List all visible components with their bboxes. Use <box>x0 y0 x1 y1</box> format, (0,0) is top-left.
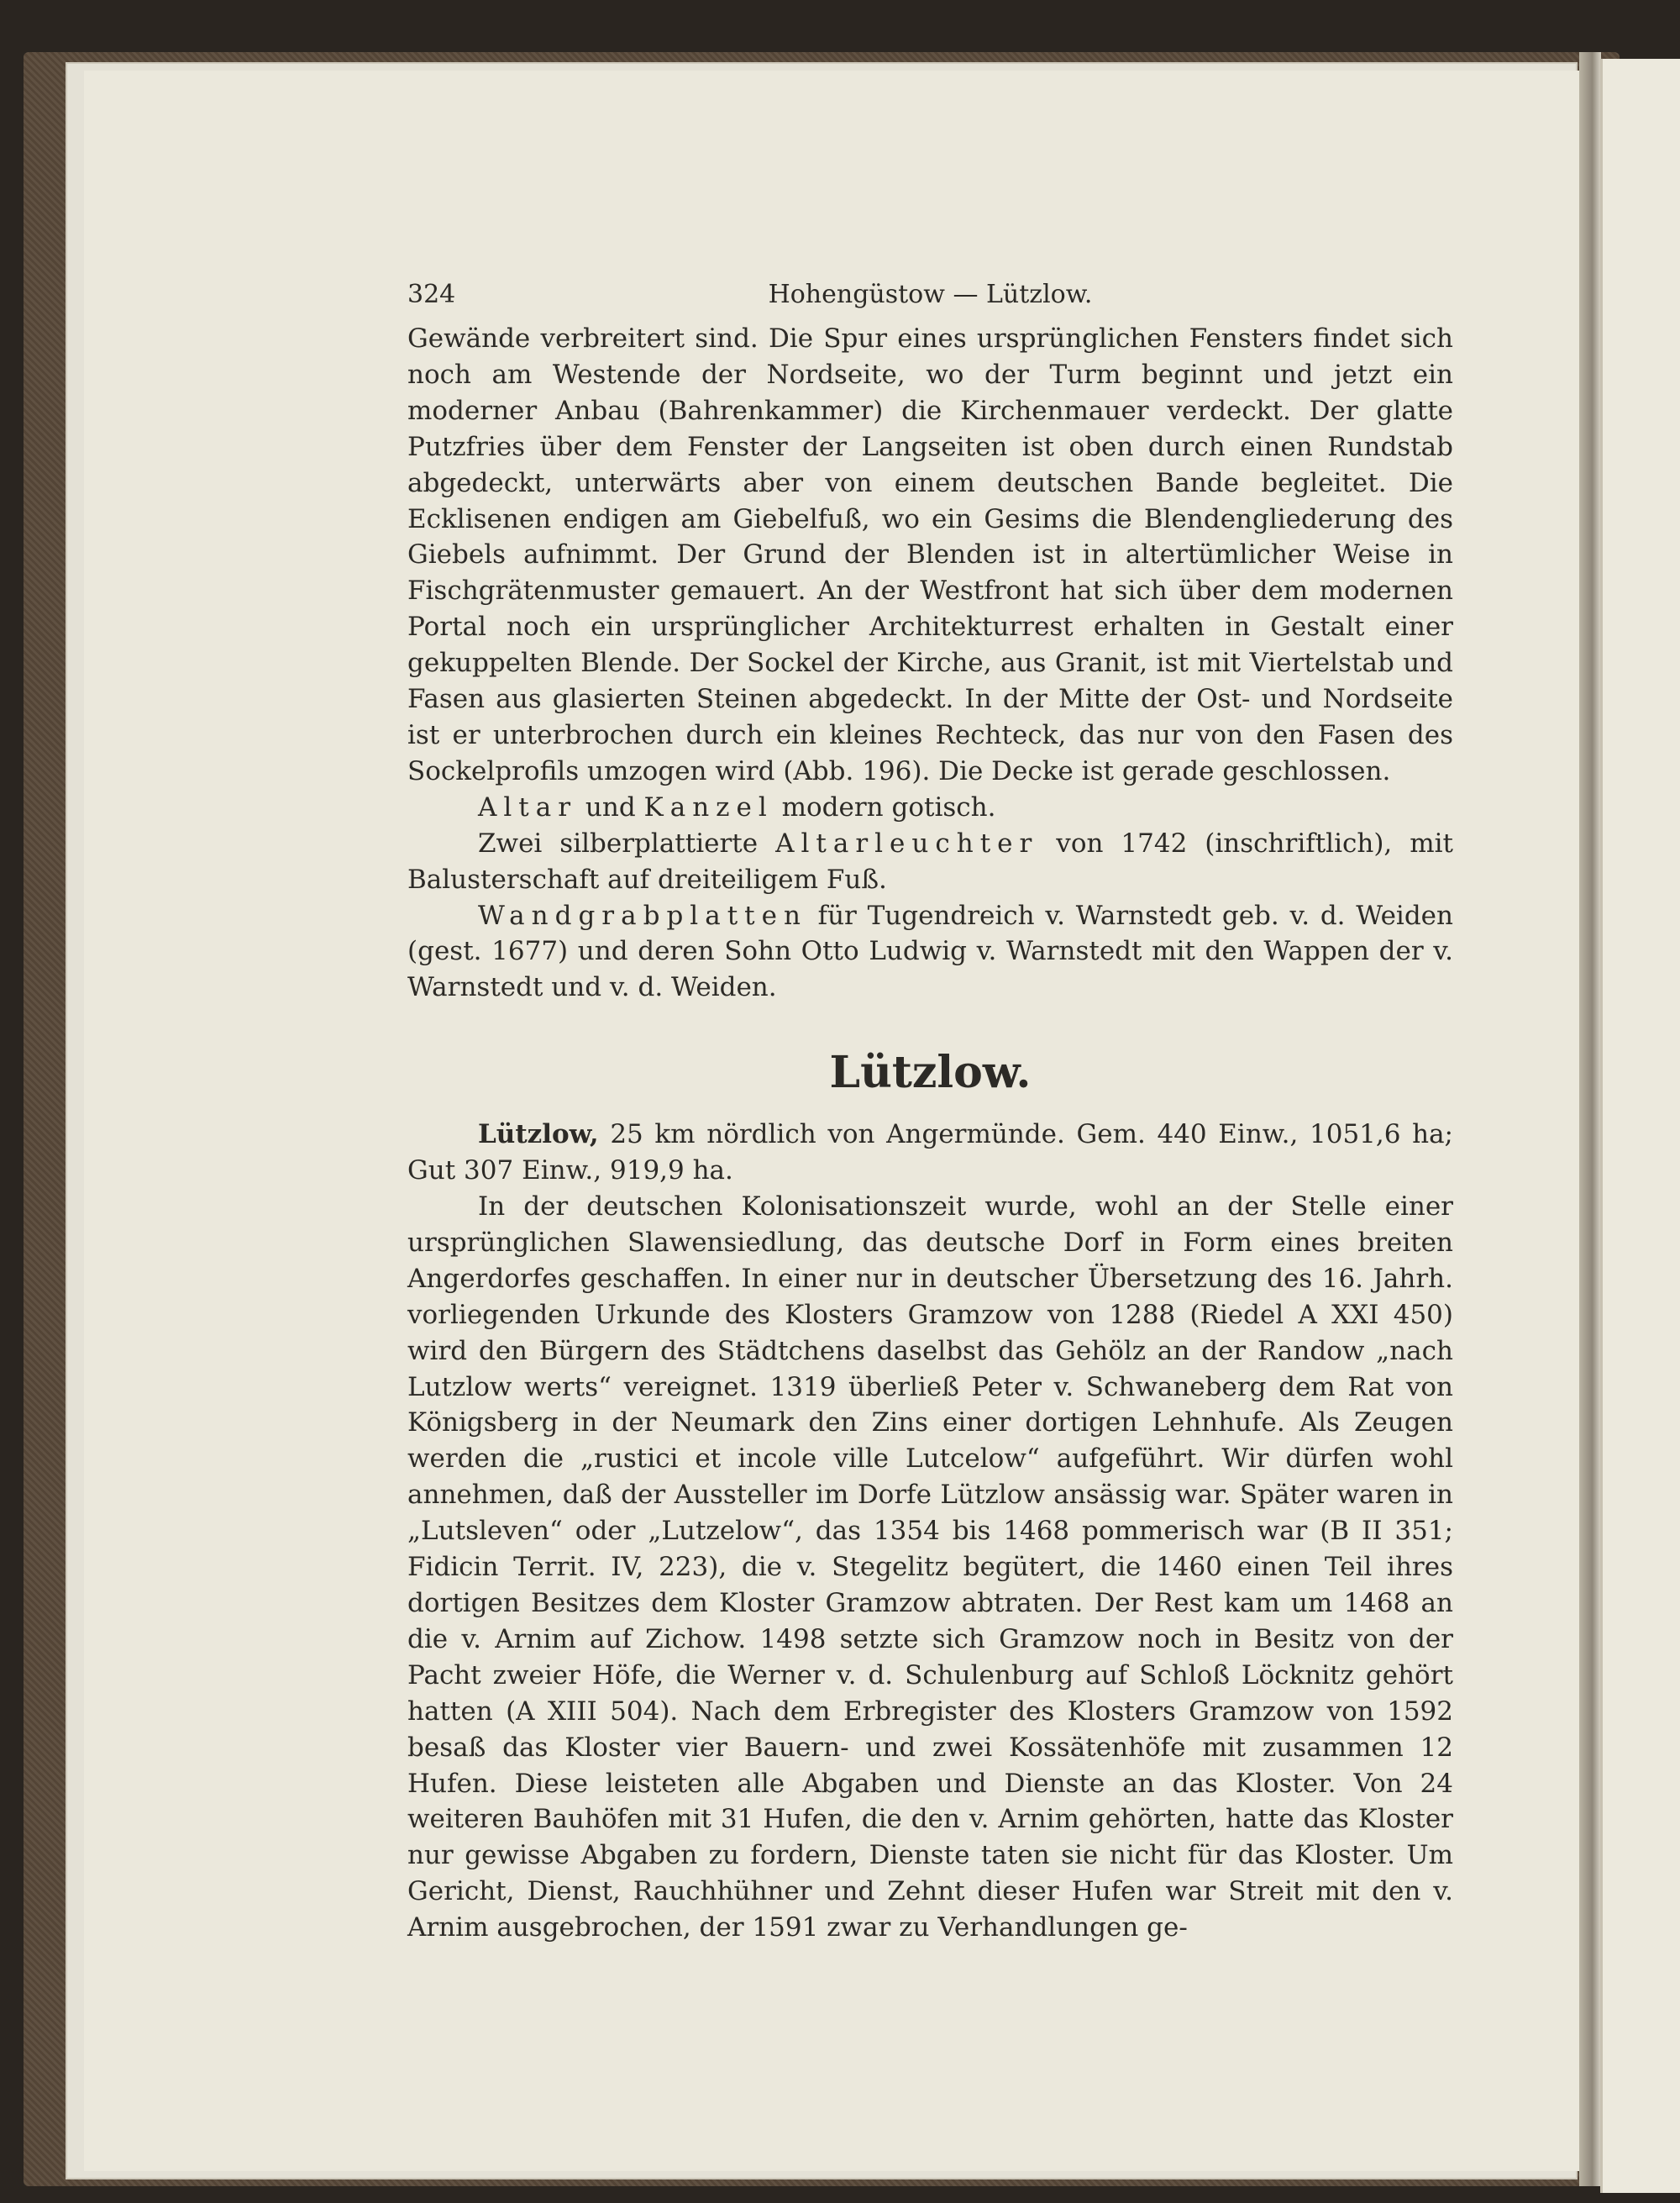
term-altar: Altar <box>478 791 578 823</box>
section-title: Lützlow. <box>829 1047 1032 1099</box>
text-fragment: und <box>577 791 644 823</box>
page-content <box>407 277 1453 1946</box>
text-fragment: Zwei silberplattierte <box>478 828 776 859</box>
paragraph-wandgrabplatten <box>407 898 1453 1007</box>
text-fragment: modern gotisch. <box>773 791 996 823</box>
running-head <box>407 277 1453 316</box>
term-wandgrabplatten: Wandgrabplatten <box>478 900 807 931</box>
running-title: Hohengüstow — Lützlow. <box>768 280 1093 309</box>
paragraph-history: In der deutschen Kolonisationszeit wurde, wohl an der Stelle einer ursprünglichen Slawensiedlung, das deutsche Dorf in Form eines breiten Angerdorfes geschaffen. In einer nur in deutscher Übersetzung des 16. Jahrh. vorliegenden Urkunde des Klosters Gramzow von 1288 (Riedel A XXI 450) wird den Bürgern des Städtchens daselbst das Gehölz an der Randow „nach Lutzlow werts“ vereignet. 1319 überließ Peter v. Schwaneberg dem Rat von Königsberg in der Neumark den Zins einer dortigen Lehnhufe. Als Zeugen werden die „rustici et incole ville Lutcelow“ aufgeführt. Wir dürfen wohl annehmen, daß der Aussteller im Dorfe Lützlow ansässig war. Später waren in „Lutsleven“ oder „Lutzelow“, das 1354 bis 1468 pommerisch war (B II 351; Fidicin Territ. IV, 223), die v. Stegelitz begütert, die 1460 einen Teil ihres dortigen Besitzes dem Kloster Gramzow abtraten. Der Rest kam um 1468 an die v. Arnim auf Zichow. 1498 setzte sich Gramzow noch in Besitz von der Pacht zweier Höfe, die Werner v. d. Schulenburg auf Schloß Löcknitz gehört hatten (A XIII 504). Nach dem Erbregister des Klosters Gramzow von 1592 besaß das Kloster vier Bauern- und zwei Kossätenhöfe mit zusammen 12 Hufen. Diese leisteten alle Abgaben und Dienste an das Kloster. Von 24 weiteren Bauhöfen mit 31 Hufen, die den v. Arnim gehörten, hatte das Kloster nur gewisse Abgaben zu fordern, Dienste taten sie nicht für das Kloster. Um Gericht, Dienst, Rauchhühner und Zehnt dieser Hufen war Streit mit den v. Arnim ausgebrochen, der 1591 zwar zu Verhandlungen ge- <box>407 1191 1453 1943</box>
paragraph-luetzlow-intro <box>407 1117 1453 1189</box>
page-number: 324 <box>407 280 456 309</box>
book-gutter <box>1579 52 1601 2186</box>
paragraph-altarleuchter <box>407 826 1453 898</box>
text-fragment: von 1742 (inschriftlich), mit Balusterschaft auf dreiteiligem Fuß. <box>407 828 1454 895</box>
term-kanzel: Kanzel <box>643 791 774 823</box>
paragraph-church-description: Gewände verbreitert sind. Die Spur eines ursprünglichen Fensters findet sich noch am Westende der Nordseite, wo der Turm beginnt und jetzt ein moderner Anbau (Bahrenkammer) die Kirchenmauer verdeckt. Der glatte Putzfries über dem Fenster der Langseiten ist oben durch einen Rundstab abgedeckt, unterwärts aber von einem deutschen Bande begleitet. Die Ecklisenen endigen am Giebelfuß, wo ein Gesims die Blendengliederung des Giebels aufnimmt. Der Grund der Blenden ist in altertümlicher Weise in Fischgrätenmuster gemauert. An der Westfront hat sich über dem modernen Portal noch ein ursprünglicher Architekturrest erhalten in Gestalt einer gekuppelten Blende. Der Sockel der Kirche, aus Granit, ist mit Viertelstab und Fasen aus glasierten Steinen abgedeckt. In der Mitte der Ost- und Nordseite ist er unterbrochen durch ein kleines Rechteck, das nur von den Fasen des Sockelprofils umzogen wird (Abb. 196). Die Decke ist gerade geschlossen. <box>407 323 1453 786</box>
term-altarleuchter: Altarleuchter <box>775 828 1039 859</box>
text-fragment: für Tugendreich v. Warnstedt geb. v. d. Weiden (gest. 1677) und deren Sohn Otto Ludwig v. Warnstedt mit den Wappen der v. Warnstedt und v. d. Weiden. <box>407 900 1453 1003</box>
entry-lead: Lützlow, <box>478 1119 599 1150</box>
text-fragment: 25 km nördlich von Angermünde. Gem. 440 Einw., 1051,6 ha; Gut 307 Einw., 919,9 ha. <box>407 1119 1453 1186</box>
facing-page-edge <box>1600 59 1680 2193</box>
paragraph-altar <box>407 790 1453 826</box>
